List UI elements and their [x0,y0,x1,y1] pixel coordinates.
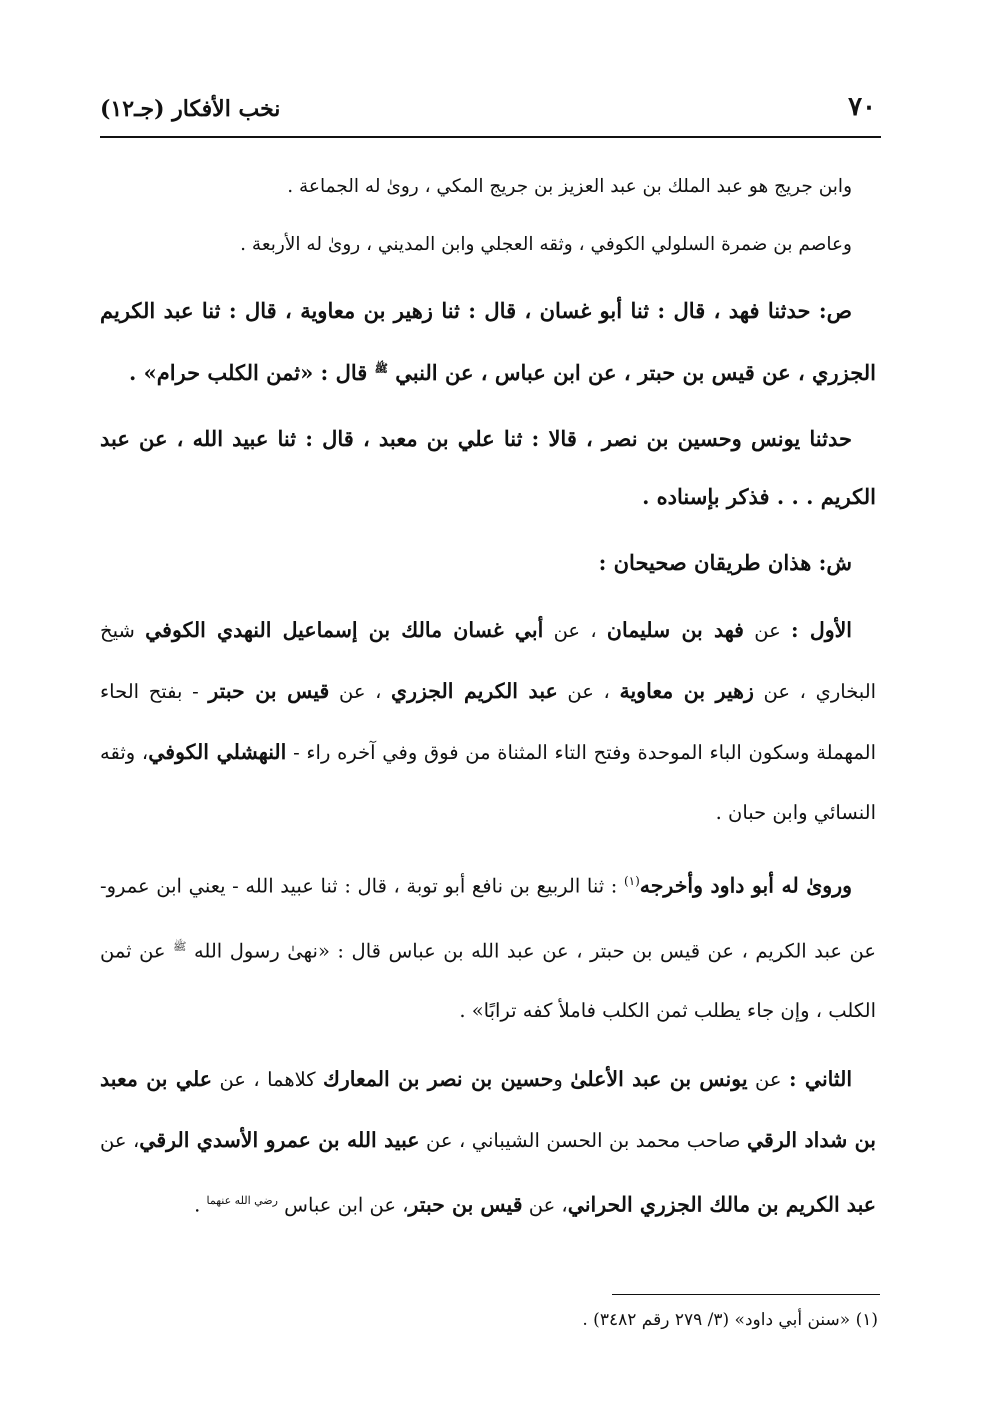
text-segment: صاحب محمد بن الحسن الشيباني ، عن [426,1129,741,1152]
label-second: الثاني : [788,1067,853,1091]
page-number: ٧٠ [848,92,876,122]
paragraph-first-chain-commentary [100,600,876,843]
page-body [100,158,876,1236]
honorific: ﷺ [374,362,388,375]
hadith-matn: قال : «ثمن الكلب حرام» . [128,360,368,385]
text-segment: . [194,1193,201,1217]
header-rule [100,136,881,138]
text-segment: ، وثقه النسائي وابن حبان . [100,741,876,824]
narrator-name: فهد بن سليمان [606,618,744,642]
text-segment: عن [754,619,781,642]
narrator-name: عبد الكريم بن مالك الجزري الحراني [567,1192,876,1217]
text-segment: كلاهما ، عن [219,1068,316,1091]
text-segment: عن ثمن الكلب ، وإن جاء يطلب ثمن الكلب فاملأ كفه ترابًا» . [100,939,876,1022]
paragraph-second-chain-commentary [100,1049,876,1236]
label-first: الأول : [791,618,852,642]
paragraph-asim: وعاصم بن ضمرة السلولي الكوفي ، وثقه العجلي وابن المديني ، روىٰ له الأربعة . [240,234,852,255]
honorific: رضي الله عنهما [206,1194,278,1207]
text-segment: عن [755,1068,782,1091]
paragraph-second-chain: حدثنا يونس وحسين بن نصر ، قالا : ثنا علي بن معبد ، قال : ثنا عبيد الله ، عن عبد الكريم . . . فذكر بإسناده . [100,426,876,509]
text-segment: و [553,1068,563,1091]
narrator-name: حسين بن نصر بن المعارك [322,1067,554,1091]
paragraph-ibn-jurayj: وابن جريج هو عبد الملك بن عبد العزيز بن جريج المكي ، روىٰ له الجماعة . [287,176,852,197]
narrator-name: النهشلي الكوفي [148,740,287,764]
footnote-marker: (١) [623,874,640,888]
paragraph-hadith-text [100,282,876,402]
text-segment: ، عن [553,619,597,642]
narrator-name: أبي غسان مالك بن إسماعيل النهدي الكوفي [145,618,544,642]
text-segment: ، عن ابن عباس [284,1193,409,1217]
text-bold-segment: وروىٰ له أبو داود وأخرجه [639,873,853,898]
footnote: (١) «سنن أبي داود» (٣/ ٢٧٩ رقم ٣٤٨٢) . [582,1310,878,1330]
text-segment: : ثنا الربيع بن نافع أبو توبة ، قال : ثنا عبيد الله - يعني ابن عمرو- عن عبد الكريم ، عن قيس بن حبتر ، عن عبد الله بن عباس قال : «نهىٰ رسول الله [100,874,876,962]
hadith-chain: ص: حدثنا فهد ، قال : ثنا أبو غسان ، قال : ثنا زهير بن معاوية ، قال : ثنا عبد الكريم الجزري ، عن قيس بن حبتر ، عن ابن عباس ، عن النبي [100,298,876,385]
narrator-name: عبيد الله بن عمرو الأسدي الرقي [139,1128,420,1152]
narrator-name: قيس بن حبتر [208,679,330,703]
narrator-name: عبد الكريم الجزري [391,679,558,703]
honorific: ﷺ [173,939,187,953]
narrator-name: قيس بن حبتر [408,1192,523,1217]
footnote-rule [612,1294,880,1295]
narrator-name: يونس بن عبد الأعلىٰ [570,1067,748,1091]
paragraph-commentary-heading: ش: هذان طريقان صحيحان : [598,550,852,575]
text-segment: ، عن [100,1129,140,1152]
text-segment: شيخ البخاري ، عن [100,619,877,703]
paragraph-abu-dawud [100,851,876,1041]
page-header [100,88,876,122]
text-segment: ، عن [567,680,610,703]
narrator-name: علي بن معبد بن شداد الرقي [100,1067,876,1152]
text-segment: ، عن [528,1193,568,1217]
narrator-name: زهير بن معاوية [619,679,754,703]
text-segment: ، عن [338,680,382,703]
text-segment: - بفتح الحاء المهملة وسكون الباء الموحدة وفتح التاء المثناة من فوق وفي آخره راء - [100,680,877,764]
running-title: نخب الأفكار (جـ١٢) [100,96,281,122]
